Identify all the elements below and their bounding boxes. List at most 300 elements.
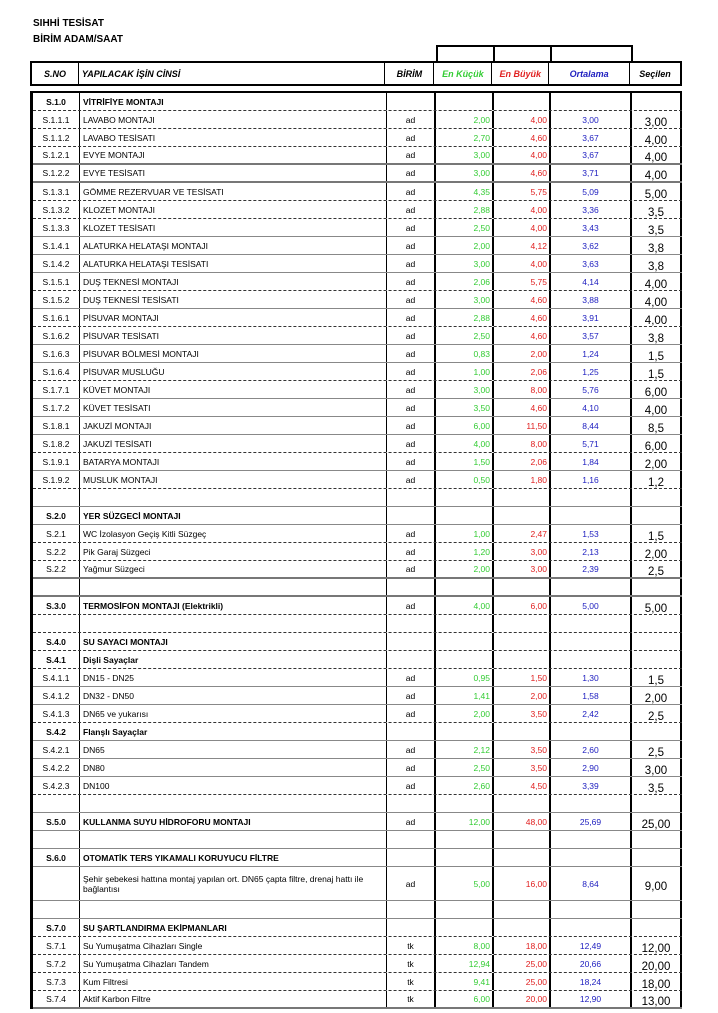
row-description: PİSUVAR MUSLUĞU [80,363,387,380]
table-row [33,381,682,399]
row-sno: S.4.2 [33,723,80,740]
row-average-value: 1,24 [551,345,632,362]
table-row [33,237,682,255]
row-average-value [551,489,632,506]
row-average-value: 2,39 [551,561,632,577]
row-unit: ad [387,417,436,434]
row-description: TERMOSİFON MONTAJI (Elektrikli) [80,597,387,614]
row-average-value [551,901,632,918]
row-selected-value: 1,5 [632,525,682,542]
table-row [33,255,682,273]
row-average-value [551,919,632,936]
row-average-value: 1,30 [551,669,632,686]
row-average-value: 3,57 [551,327,632,344]
row-selected-value [632,723,682,740]
row-min-value: 3,00 [436,291,494,308]
row-description: JAKUZİ TESİSATI [80,435,387,452]
row-selected-value: 20,00 [632,955,682,972]
row-min-value: 8,00 [436,937,494,954]
section-row [33,849,682,867]
row-selected-value: 1,5 [632,669,682,686]
row-unit: ad [387,255,436,272]
row-description: LAVABO MONTAJI [80,111,387,128]
row-average-value [551,795,632,812]
row-min-value: 1,41 [436,687,494,704]
row-min-value: 2,50 [436,759,494,776]
row-average-value: 3,63 [551,255,632,272]
row-selected-value: 5,00 [632,183,682,200]
section-row [33,919,682,937]
row-sno: S.4.1.1 [33,669,80,686]
row-min-value: 4,00 [436,435,494,452]
row-description: DN100 [80,777,387,794]
row-average-value [551,93,632,110]
row-sno: S.4.2.2 [33,759,80,776]
row-sno [33,489,80,506]
row-max-value: 6,00 [494,597,551,614]
row-max-value: 4,50 [494,777,551,794]
table-row [33,973,682,991]
row-min-value: 6,00 [436,417,494,434]
row-unit: ad [387,597,436,614]
row-min-value: 0,95 [436,669,494,686]
row-min-value: 4,00 [436,597,494,614]
row-selected-value [632,489,682,506]
row-average-value [551,831,632,848]
row-description: YER SÜZGECİ MONTAJI [80,507,387,524]
table-row [33,687,682,705]
row-selected-value: 6,00 [632,381,682,398]
row-sno: S.1.5.1 [33,273,80,290]
row-selected-value: 4,00 [632,165,682,181]
row-min-value [436,633,494,650]
row-average-value: 2,13 [551,543,632,560]
row-unit: ad [387,183,436,200]
row-max-value: 3,00 [494,561,551,577]
row-max-value: 4,00 [494,147,551,163]
row-selected-value: 1,2 [632,471,682,488]
section-row [33,507,682,525]
table-row [33,309,682,327]
row-sno [33,867,80,900]
table-row [33,273,682,291]
row-sno [33,831,80,848]
row-description: Şehir şebekesi hattına montaj yapılan ort. DN65 çapta filtre, drenaj hattı ile bağlantısı [80,867,387,900]
row-unit: ad [387,453,436,470]
row-selected-value: 13,00 [632,991,682,1007]
row-selected-value: 8,5 [632,417,682,434]
row-description: Kum Filtresi [80,973,387,990]
row-average-value: 20,66 [551,955,632,972]
row-selected-value: 2,00 [632,687,682,704]
row-max-value [494,795,551,812]
row-unit: ad [387,759,436,776]
table-row [33,867,682,901]
row-description: PİSUVAR MONTAJI [80,309,387,326]
row-max-value: 11,50 [494,417,551,434]
row-average-value [551,633,632,650]
row-description: SU ŞARTLANDIRMA EKİPMANLARI [80,919,387,936]
row-sno: S.1.3.1 [33,183,80,200]
row-sno: S.4.1.2 [33,687,80,704]
row-sno: S.1.7.2 [33,399,80,416]
section-row [33,633,682,651]
col-header-desc: YAPILACAK İŞİN CİNSİ [79,63,386,84]
row-unit: ad [387,291,436,308]
table-row [33,543,682,561]
row-description: Dişli Sayaçlar [80,651,387,668]
row-unit: ad [387,327,436,344]
row-unit: ad [387,813,436,830]
row-unit: ad [387,561,436,577]
table-row [33,741,682,759]
row-max-value: 48,00 [494,813,551,830]
row-min-value [436,615,494,632]
row-average-value: 12,90 [551,991,632,1007]
table-row [33,165,682,183]
row-average-value: 2,42 [551,705,632,722]
row-unit: ad [387,111,436,128]
row-max-value: 4,60 [494,165,551,181]
row-sno: S.3.0 [33,597,80,614]
row-max-value: 2,06 [494,453,551,470]
section-row [33,651,682,669]
row-max-value: 4,00 [494,201,551,218]
row-min-value: 2,50 [436,219,494,236]
row-average-value: 1,16 [551,471,632,488]
table-row [33,129,682,147]
row-unit [387,489,436,506]
row-max-value [494,901,551,918]
col-header-sno: S.NO [32,63,79,84]
row-selected-value [632,579,682,595]
document-title: SIHHİ TESİSAT [33,18,104,29]
row-average-value [551,507,632,524]
row-average-value: 3,39 [551,777,632,794]
row-sno: S.6.0 [33,849,80,866]
row-selected-value: 2,00 [632,543,682,560]
row-description: PİSUVAR TESİSATI [80,327,387,344]
row-sno: S.7.0 [33,919,80,936]
row-max-value: 1,50 [494,669,551,686]
row-max-value: 25,00 [494,955,551,972]
row-description: JAKUZİ MONTAJI [80,417,387,434]
row-selected-value: 3,5 [632,219,682,236]
row-min-value: 2,12 [436,741,494,758]
section-row [33,723,682,741]
row-description [80,579,387,595]
row-description: DN15 - DN25 [80,669,387,686]
table-row [33,399,682,417]
row-unit: ad [387,309,436,326]
row-unit: ad [387,705,436,722]
row-description: Su Yumuşatma Cihazları Single [80,937,387,954]
row-description: LAVABO TESİSATI [80,129,387,146]
row-max-value: 8,00 [494,381,551,398]
row-min-value [436,579,494,595]
row-min-value: 2,50 [436,327,494,344]
row-selected-value: 3,00 [632,759,682,776]
row-selected-value: 1,5 [632,363,682,380]
row-selected-value [632,901,682,918]
row-min-value: 3,50 [436,399,494,416]
row-max-value: 2,00 [494,687,551,704]
row-average-value: 3,36 [551,201,632,218]
row-min-value: 5,00 [436,867,494,900]
row-selected-value: 3,8 [632,255,682,272]
row-sno: S.5.0 [33,813,80,830]
row-selected-value: 9,00 [632,867,682,900]
row-sno: S.2.2 [33,543,80,560]
row-description: KULLANMA SUYU HİDROFORU MONTAJI [80,813,387,830]
row-max-value: 4,12 [494,237,551,254]
spacer-row [33,831,682,849]
spacer-row [33,615,682,633]
row-unit: ad [387,363,436,380]
row-selected-value: 4,00 [632,147,682,163]
row-average-value: 3,88 [551,291,632,308]
table-row [33,111,682,129]
row-average-value: 1,84 [551,453,632,470]
row-average-value: 25,69 [551,813,632,830]
row-max-value: 4,00 [494,219,551,236]
row-min-value: 6,00 [436,991,494,1007]
row-description: DN32 - DN50 [80,687,387,704]
row-unit: ad [387,867,436,900]
row-sno: S.1.2.2 [33,165,80,181]
row-sno: S.1.0 [33,93,80,110]
row-unit: ad [387,543,436,560]
row-max-value [494,651,551,668]
row-selected-value: 5,00 [632,597,682,614]
row-description: OTOMATİK TERS YIKAMALI KORUYUCU FİLTRE [80,849,387,866]
table-row [33,937,682,955]
row-unit: ad [387,777,436,794]
row-min-value [436,723,494,740]
row-min-value: 2,06 [436,273,494,290]
row-average-value: 4,10 [551,399,632,416]
row-average-value: 8,64 [551,867,632,900]
row-description: KÜVET TESİSATI [80,399,387,416]
table-row [33,453,682,471]
row-unit: ad [387,345,436,362]
row-sno: S.7.2 [33,955,80,972]
row-sno [33,795,80,812]
row-average-value [551,723,632,740]
row-selected-value [632,831,682,848]
row-selected-value: 4,00 [632,273,682,290]
col-header-selected: Seçilen [639,68,671,79]
row-sno: S.1.1.2 [33,129,80,146]
row-sno: S.1.2.1 [33,147,80,163]
table-row [33,669,682,687]
row-description: Aktif Karbon Filtre [80,991,387,1007]
row-max-value: 3,50 [494,741,551,758]
table-row [33,183,682,201]
row-average-value: 18,24 [551,973,632,990]
row-description: ALATURKA HELATAŞI MONTAJI [80,237,387,254]
row-description: ALATURKA HELATAŞI TESİSATI [80,255,387,272]
row-max-value [494,615,551,632]
row-description: DUŞ TEKNESİ MONTAJI [80,273,387,290]
row-sno: S.7.3 [33,973,80,990]
row-sno: S.1.3.2 [33,201,80,218]
row-min-value: 0,83 [436,345,494,362]
row-sno: S.1.3.3 [33,219,80,236]
row-sno: S.7.1 [33,937,80,954]
row-selected-value [632,93,682,110]
header-empty-box-max [493,45,552,62]
row-min-value: 2,88 [436,309,494,326]
row-selected-value: 3,5 [632,201,682,218]
header-empty-box-avg [550,45,633,62]
row-sno: S.1.6.2 [33,327,80,344]
work-items-table [30,91,682,1009]
row-sno: S.1.7.1 [33,381,80,398]
row-min-value: 12,00 [436,813,494,830]
row-max-value: 4,00 [494,111,551,128]
table-row [33,417,682,435]
header-empty-box-min [436,45,495,62]
row-selected-value: 3,00 [632,111,682,128]
col-header-avg: Ortalama [549,63,630,84]
row-unit [387,849,436,866]
row-selected-value: 2,5 [632,561,682,577]
row-unit: tk [387,973,436,990]
row-unit: ad [387,399,436,416]
row-max-value: 25,00 [494,973,551,990]
row-average-value: 12,49 [551,937,632,954]
row-average-value: 1,53 [551,525,632,542]
row-unit [387,919,436,936]
row-selected-value: 4,00 [632,291,682,308]
row-max-value [494,831,551,848]
row-min-value: 0,50 [436,471,494,488]
row-description: DN80 [80,759,387,776]
row-selected-value [632,849,682,866]
row-max-value: 5,75 [494,183,551,200]
spacer-row [33,901,682,919]
row-average-value: 5,00 [551,597,632,614]
row-selected-value: 18,00 [632,973,682,990]
row-max-value: 8,00 [494,435,551,452]
row-average-value: 5,71 [551,435,632,452]
row-unit: tk [387,955,436,972]
row-max-value: 2,00 [494,345,551,362]
row-sno: S.1.6.1 [33,309,80,326]
row-selected-value: 2,5 [632,705,682,722]
row-min-value: 3,00 [436,165,494,181]
row-min-value: 12,94 [436,955,494,972]
row-description [80,901,387,918]
row-sno: S.4.1 [33,651,80,668]
row-unit: ad [387,165,436,181]
row-max-value [494,849,551,866]
row-sno [33,579,80,595]
row-sno: S.7.4 [33,991,80,1007]
table-row [33,219,682,237]
row-average-value: 5,09 [551,183,632,200]
row-selected-value: 12,00 [632,937,682,954]
row-sno: S.1.4.2 [33,255,80,272]
row-description: Pik Garaj Süzgeci [80,543,387,560]
row-unit [387,579,436,595]
row-min-value: 1,50 [436,453,494,470]
table-header [30,61,682,86]
row-max-value: 4,60 [494,129,551,146]
row-selected-value: 25,00 [632,813,682,830]
row-unit: ad [387,741,436,758]
row-unit: ad [387,219,436,236]
row-average-value [551,579,632,595]
row-selected-value [632,795,682,812]
table-row [33,345,682,363]
row-unit: ad [387,435,436,452]
row-average-value: 1,25 [551,363,632,380]
row-max-value: 4,60 [494,327,551,344]
col-header-min: En Küçük [434,63,492,84]
row-unit: ad [387,381,436,398]
row-sno: S.1.9.1 [33,453,80,470]
row-max-value: 3,50 [494,759,551,776]
row-average-value: 3,71 [551,165,632,181]
row-sno: S.4.2.3 [33,777,80,794]
row-description: KLOZET MONTAJI [80,201,387,218]
row-average-value: 5,76 [551,381,632,398]
section-row [33,597,682,615]
document-subtitle: BİRİM ADAM/SAAT [33,34,123,45]
row-description: MUSLUK MONTAJI [80,471,387,488]
row-max-value: 3,00 [494,543,551,560]
row-sno: S.1.1.1 [33,111,80,128]
row-sno: S.4.1.3 [33,705,80,722]
row-sno: S.1.5.2 [33,291,80,308]
row-average-value: 8,44 [551,417,632,434]
row-min-value [436,919,494,936]
table-row [33,991,682,1009]
row-max-value: 2,06 [494,363,551,380]
row-description: DN65 [80,741,387,758]
row-max-value [494,507,551,524]
row-max-value: 1,80 [494,471,551,488]
table-row [33,201,682,219]
row-sno: S.4.0 [33,633,80,650]
row-max-value [494,489,551,506]
row-selected-value: 3,8 [632,327,682,344]
row-max-value [494,93,551,110]
spacer-row [33,489,682,507]
row-selected-value: 4,00 [632,399,682,416]
row-max-value: 16,00 [494,867,551,900]
row-average-value: 3,00 [551,111,632,128]
row-selected-value [632,651,682,668]
row-average-value: 3,43 [551,219,632,236]
row-max-value [494,633,551,650]
row-unit: ad [387,237,436,254]
row-sno: S.4.2.1 [33,741,80,758]
row-average-value [551,615,632,632]
row-description: Flanşlı Sayaçlar [80,723,387,740]
row-min-value [436,507,494,524]
row-sno: S.2.1 [33,525,80,542]
row-description: GÖMME REZERVUAR VE TESİSATI [80,183,387,200]
row-sno: S.1.6.3 [33,345,80,362]
row-max-value: 4,00 [494,255,551,272]
row-description [80,795,387,812]
row-description: BATARYA MONTAJI [80,453,387,470]
row-min-value [436,489,494,506]
row-average-value: 2,60 [551,741,632,758]
